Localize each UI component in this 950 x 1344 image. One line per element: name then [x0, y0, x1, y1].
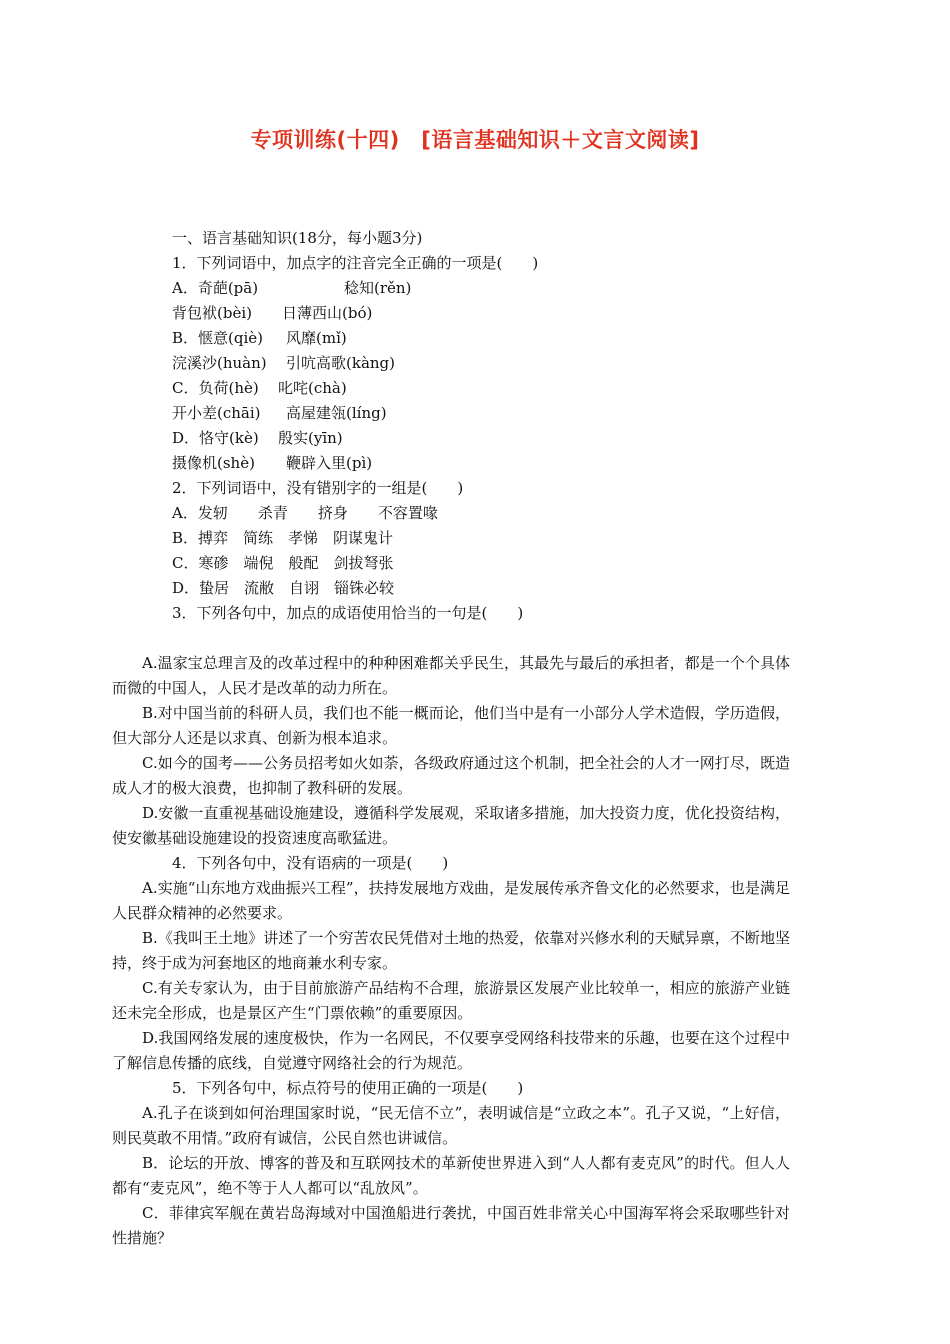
- q1-line-8: [172, 451, 820, 476]
- q3-option-a: A.温家宝总理言及的改革过程中的种种困难都关乎民生，其最先与最后的承担者，都是一个个具体而微的中国人，人民才是改革的动力所在。: [112, 654, 790, 697]
- q3-option-c: C.如今的国考——公务员招考如火如荼，各级政府通过这个机制，把全社会的人才一网打尽，既造成人才的极大浪费，也抑制了教科研的发展。: [112, 754, 790, 797]
- q1-item: 日薄西山(bó): [282, 304, 373, 322]
- q1-item: A．奇葩(pā): [172, 279, 259, 297]
- q2-option-d: D．蛰居 流敝 自诩 锱铢必较: [172, 579, 395, 597]
- q1-item: 殷实(yīn): [278, 429, 343, 447]
- question-3-stem: 3．下列各句中，加点的成语使用恰当的一句是( ): [172, 604, 524, 622]
- q3-option-b: B.对中国当前的科研人员，我们也不能一概而论，他们当中是有一小部分人学术造假，学历造假，但大部分人还是以求真、创新为根本追求。: [112, 704, 790, 747]
- q1-item: 稔知(rěn): [344, 279, 412, 297]
- q4-option-d: D.我国网络发展的速度极快，作为一名网民，不仅要享受网络科技带来的乐趣，也要在这个过程中了解信息传播的底线，自觉遵守网络社会的行为规范。: [112, 1029, 790, 1072]
- page-title: 专项训练(十四) [语言基础知识＋文言文阅读]: [250, 128, 700, 152]
- q4-option-b: B.《我叫王土地》讲述了一个穷苦农民凭借对土地的热爱，依靠对兴修水利的天赋异禀，不断地坚持，终于成为河套地区的地商兼水利专家。: [112, 929, 790, 972]
- section-heading: 一、语言基础知识(18分，每小题3分): [172, 229, 423, 247]
- q4-option-c: C.有关专家认为，由于目前旅游产品结构不合理，旅游景区发展产业比较单一，相应的旅游产业链还未完全形成，也是景区产生“门票依赖”的重要原因。: [112, 979, 790, 1022]
- q5-option-a: A.孔子在谈到如何治理国家时说，“民无信不立”，表明诚信是“立政之本”。孔子又说，“上好信，则民莫敢不用情。”政府有诚信，公民自然也讲诚信。: [112, 1104, 790, 1147]
- q2-option-a: A．发轫 杀青 挤身 不容置喙: [172, 504, 438, 522]
- q1-item: 摄像机(shè): [172, 454, 255, 472]
- q3-option-d: D.安徽一直重视基础设施建设，遵循科学发展观，采取诸多措施，加大投资力度，优化投资结构，使安徽基础设施建设的投资速度高歌猛进。: [112, 804, 790, 847]
- q1-item: 浣溪沙(huàn): [172, 354, 267, 372]
- q5-option-b: B．论坛的开放、博客的普及和互联网技术的革新使世界进入到“人人都有麦克风”的时代。但人人都有“麦克风”，绝不等于人人都可以“乱放风”。: [112, 1154, 790, 1197]
- q2-option-b: B．搏弈 简练 孝悌 阴谋鬼计: [172, 529, 394, 547]
- q1-line-2: [172, 301, 820, 326]
- q3-options: [112, 651, 790, 1251]
- q1-line-3: [172, 326, 820, 351]
- question-5-stem: 5．下列各句中，标点符号的使用正确的一项是( ): [172, 1079, 524, 1097]
- q1-line-7: [172, 426, 820, 451]
- q1-item: 叱咤(chà): [278, 379, 347, 397]
- q1-line-1: [172, 276, 820, 301]
- q1-item: 鞭辟入里(pì): [286, 454, 373, 472]
- q1-line-6: [172, 401, 820, 426]
- q1-line-4: [172, 351, 820, 376]
- question-1-stem: 1．下列词语中，加点字的注音完全正确的一项是( ): [172, 254, 539, 272]
- q1-item: D．恪守(kè): [172, 429, 259, 447]
- q1-line-5: [172, 376, 820, 401]
- q1-item: B．惬意(qiè): [172, 329, 264, 347]
- question-2-stem: 2．下列词语中，没有错别字的一组是( ): [172, 479, 464, 497]
- question-4-stem: 4．下列各句中，没有语病的一项是( ): [172, 854, 449, 872]
- q1-item: 背包袱(bèi): [172, 304, 252, 322]
- q4-option-a: A.实施“山东地方戏曲振兴工程”，扶持发展地方戏曲，是发展传承齐鲁文化的必然要求，也是满足人民群众精神的必然要求。: [112, 879, 790, 922]
- q1-item: 开小差(chāi): [172, 404, 261, 422]
- q1-item: 高屋建瓴(líng): [286, 404, 387, 422]
- q2-option-c: C．寒碜 端倪 般配 剑拔弩张: [172, 554, 394, 572]
- q5-option-c: C．菲律宾军舰在黄岩岛海域对中国渔船进行袭扰，中国百姓非常关心中国海军将会采取哪些针对性措施？: [112, 1204, 790, 1247]
- q1-item: 引吭高歌(kàng): [286, 354, 395, 372]
- q1-item: 风靡(mǐ): [286, 329, 347, 347]
- document-body: [172, 226, 820, 626]
- q1-item: C．负荷(hè): [172, 379, 259, 397]
